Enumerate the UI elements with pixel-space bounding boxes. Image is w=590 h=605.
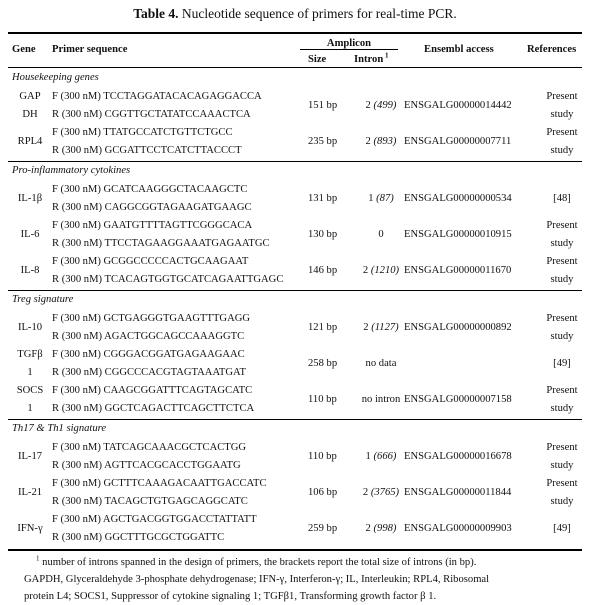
primer-forward: F (300 nM) TTATGCCATCTGTTCTGCC — [52, 127, 233, 138]
reference: Present — [546, 385, 578, 396]
header-primer: Primer sequence — [52, 44, 128, 55]
gene-name: IL-8 — [20, 265, 40, 276]
primer-forward: F (300 nM) GCATCAAGGGCTACAAGCTC — [52, 184, 248, 195]
primer-reverse: R (300 nM) GCGATTCCTCATCTTACCCT — [52, 145, 242, 156]
reference-cont: study — [550, 109, 574, 120]
caption-text: Nucleotide sequence of primers for real-time PCR. — [181, 6, 457, 21]
section-rule — [8, 290, 582, 291]
footnote-line-1: $^1$ number of introns spanned in the design of primers, the brackets report the total size of introns (in bp). — [36, 554, 477, 568]
primer-forward: F (300 nM) CAAGCGGATTTCAGTAGCATC — [52, 385, 253, 396]
section-title: Treg signature — [12, 294, 74, 305]
top-rule — [8, 32, 582, 34]
footnote-line-2: GAPDH, Glyceraldehyde 3-phosphate dehydrogenase; IFN-γ, Interferon-γ; IL, Interleukin; RPL4, Ribosomal — [24, 574, 490, 585]
amplicon-size: 151 bp — [308, 100, 338, 111]
section-title: Th17 & Th1 signature — [12, 423, 107, 434]
reference: Present — [546, 127, 578, 138]
intron-count: 2 (998) — [365, 523, 397, 534]
primer-reverse: R (300 nM) CGGCCCACGTAGTAAATGAT — [52, 367, 246, 378]
reference: Present — [546, 256, 578, 267]
gene-name: IL-17 — [17, 451, 43, 462]
intron-size: (499) — [370, 100, 397, 111]
primer-reverse: R (300 nM) TTCCTAGAAGGAAATGAGAATGC — [52, 238, 270, 249]
intron-size: (3765) — [368, 487, 400, 498]
ensembl-id: ENSGALG00000016678 — [404, 451, 512, 462]
primer-forward: F (300 nM) CGGGACGGATGAGAAGAAC — [52, 349, 245, 360]
primer-reverse: R (300 nM) GGCTTTGCGCTGGATTC — [52, 532, 225, 543]
primer-reverse: R (300 nM) GGCTCAGACTTCAGCTTCTCA — [52, 403, 255, 414]
gene-name: IL-1β — [17, 193, 43, 204]
reference-cont: study — [550, 238, 574, 249]
section-title: Pro-inflammatory cytokines — [12, 165, 131, 176]
header-amplicon: Amplicon — [326, 38, 372, 49]
amplicon-size: 131 bp — [308, 193, 338, 204]
gene-name-cont: 1 — [27, 367, 33, 378]
reference-cont: study — [550, 403, 574, 414]
header-ensembl: Ensembl access — [424, 44, 494, 55]
reference-cont: study — [550, 145, 574, 156]
primer-forward: F (300 nM) GCGGCCCCCACTGCAAGAAT — [52, 256, 249, 267]
header-size: Size — [308, 54, 327, 65]
primer-forward: F (300 nM) TCCTAGGATACACAGAGGACCA — [52, 91, 262, 102]
reference: Present — [546, 220, 578, 231]
gene-name: IL-10 — [17, 322, 43, 333]
primer-forward: F (300 nM) AGCTGACGGTGGACCTATTATT — [52, 514, 257, 525]
gene-name: RPL4 — [17, 136, 43, 147]
reference: Present — [546, 478, 578, 489]
amplicon-underline — [300, 49, 398, 50]
gene-name-cont: DH — [22, 109, 38, 120]
primer-forward: F (300 nM) GCTGAGGGTGAAGTTTGAGG — [52, 313, 251, 324]
ensembl-id: ENSGALG00000009903 — [404, 523, 512, 534]
reference: [49] — [553, 358, 571, 369]
header-rule — [8, 67, 582, 68]
primer-forward: F (300 nM) TATCAGCAAACGCTCACTGG — [52, 442, 247, 453]
gene-name: SOCS — [16, 385, 44, 396]
primer-reverse: R (300 nM) AGACTGGCAGCCAAAGGTC — [52, 331, 245, 342]
ensembl-id: ENSGALG00000000534 — [404, 193, 512, 204]
amplicon-size: 258 bp — [308, 358, 338, 369]
amplicon-size: 146 bp — [308, 265, 338, 276]
header-references: References — [527, 44, 577, 55]
intron-count: 2 (893) — [365, 136, 397, 147]
reference-cont: study — [550, 496, 574, 507]
reference: Present — [546, 91, 578, 102]
intron-count: 1 (87) — [368, 193, 394, 204]
primer-reverse: R (300 nM) TCACAGTGGTGCATCAGAATTGAGC — [52, 274, 284, 285]
section-title: Housekeeping genes — [12, 72, 99, 83]
amplicon-size: 106 bp — [308, 487, 338, 498]
ensembl-id: ENSGALG00000007711 — [404, 136, 512, 147]
intron-size: (1127) — [368, 322, 399, 333]
table-caption — [0, 6, 590, 22]
reference: Present — [546, 313, 578, 324]
ensembl-id: ENSGALG00000010915 — [404, 229, 512, 240]
intron-footnote-mark: 1 — [383, 51, 389, 60]
amplicon-size: 130 bp — [308, 229, 338, 240]
gene-name: IFN-γ — [17, 523, 43, 534]
intron-count: 2 (499) — [365, 100, 397, 111]
ensembl-id: ENSGALG00000011670 — [404, 265, 512, 276]
intron-size: (998) — [370, 523, 397, 534]
header-gene: Gene — [12, 44, 36, 55]
intron-count: 0 — [378, 229, 384, 240]
intron-count: 2 (1210) — [362, 265, 400, 276]
amplicon-size: 259 bp — [308, 523, 338, 534]
gene-name: GAP — [19, 91, 41, 102]
primer-reverse: R (300 nM) CAGGCGGTAGAAGATGAAGC — [52, 202, 252, 213]
primer-forward: F (300 nM) GAATGTTTTAGTTCGGGCACA — [52, 220, 253, 231]
gene-name: IL-6 — [20, 229, 40, 240]
gene-name-cont: 1 — [27, 403, 33, 414]
ensembl-id: ENSGALG00000011844 — [404, 487, 512, 498]
section-rule — [8, 161, 582, 162]
reference-cont: study — [550, 460, 574, 471]
intron-count: 1 (666) — [365, 451, 397, 462]
ensembl-id: ENSGALG00000014442 — [404, 100, 512, 111]
bottom-rule — [8, 549, 582, 551]
amplicon-size: 110 bp — [308, 451, 337, 462]
intron-size: (87) — [373, 193, 394, 204]
gene-name: TGFβ — [17, 349, 43, 360]
intron-size: (666) — [370, 451, 397, 462]
intron-count: no intron — [361, 394, 401, 405]
footnote-mark: 1 — [36, 554, 40, 563]
primer-reverse: R (300 nM) TACAGCTGTGAGCAGGCATC — [52, 496, 248, 507]
header-intron: Intron $^1$ — [354, 51, 389, 65]
ensembl-id: ENSGALG00000000892 — [404, 322, 512, 333]
amplicon-size: 121 bp — [308, 322, 338, 333]
intron-size: (1210) — [368, 265, 400, 276]
footnote-line-3: protein L4; SOCS1, Suppressor of cytokine signaling 1; TGFβ1, Transforming growth factor β 1. — [24, 591, 437, 602]
primer-reverse: R (300 nM) AGTTCACGCACCTGGAATG — [52, 460, 241, 471]
reference-cont: study — [550, 274, 574, 285]
reference: [48] — [553, 193, 571, 204]
reference: Present — [546, 442, 578, 453]
primer-reverse: R (300 nM) CGGTTGCTATATCCAAACTCA — [52, 109, 251, 120]
intron-count: 2 (1127) — [363, 322, 399, 333]
primer-forward: F (300 nM) GCTTTCAAAGACAATTGACCATC — [52, 478, 267, 489]
caption-label: Table 4. — [133, 6, 179, 21]
intron-size: (893) — [370, 136, 397, 147]
ensembl-id: ENSGALG00000007158 — [404, 394, 512, 405]
amplicon-size: 110 bp — [308, 394, 337, 405]
gene-name: IL-21 — [17, 487, 43, 498]
reference-cont: study — [550, 331, 574, 342]
reference: [49] — [553, 523, 571, 534]
section-rule — [8, 419, 582, 420]
intron-count: no data — [365, 358, 397, 369]
intron-count: 2 (3765) — [362, 487, 400, 498]
amplicon-size: 235 bp — [308, 136, 338, 147]
